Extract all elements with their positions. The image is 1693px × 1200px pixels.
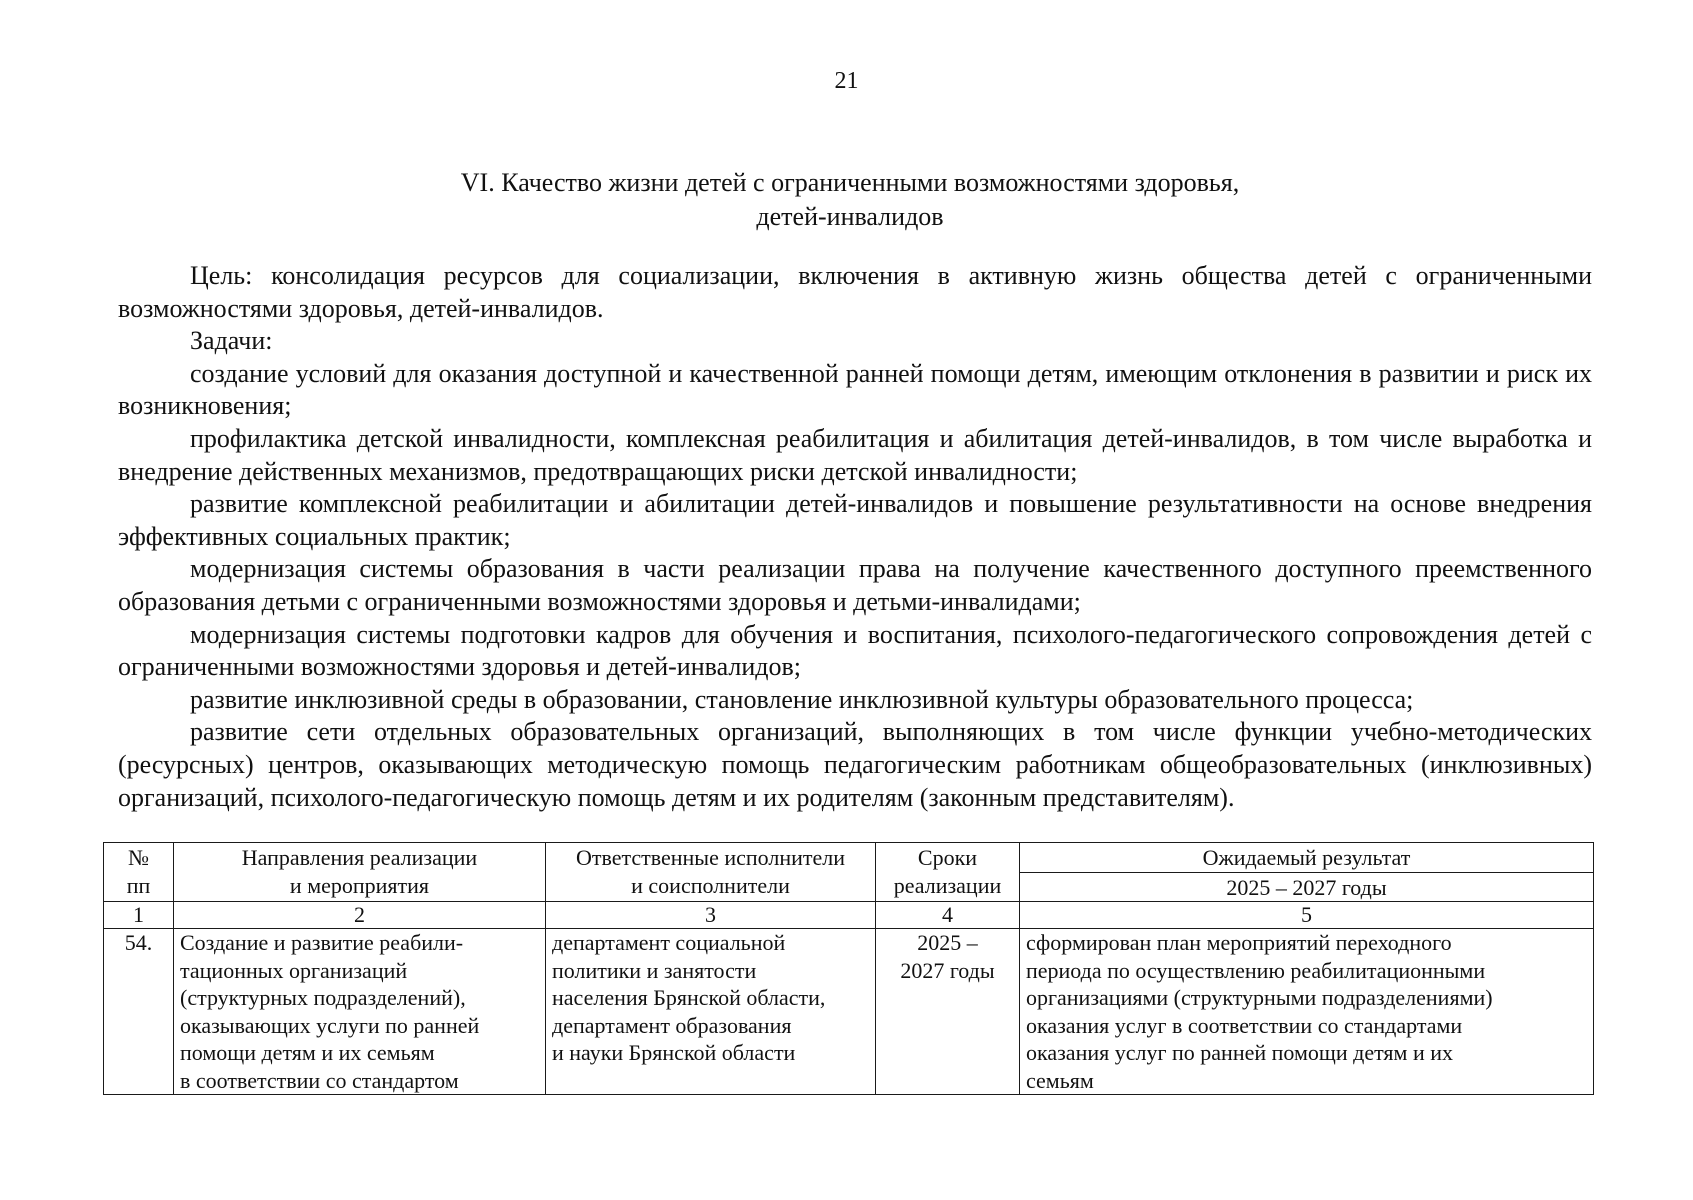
task-paragraph: создание условий для оказания доступной и качественной ранней помощи детям, имеющим отклонения в развитии и риск их возникновения; <box>118 358 1592 421</box>
row-direction: Создание и развитие реабили- тационных организаций (структурных подразделений), оказывающих услуги по ранней помощи детям и их семьям в соответствии со стандартом <box>174 929 546 1095</box>
row-num: 54. <box>104 929 174 1095</box>
body-text <box>118 260 1592 814</box>
header-result-period: 2025 – 2027 годы <box>1020 872 1594 902</box>
task-paragraph: развитие сети отдельных образовательных организаций, выполняющих в том числе функции учебно-методических (ресурсных) центров, оказывающих методическую помощь педагогическим работникам общеобразовательных (инклюзивных) организаций, психолого-педагогическую помощь детям и их родителям (законным представителям). <box>118 717 1592 812</box>
section-title-line: детей-инвалидов <box>756 202 944 231</box>
plan-table <box>103 842 1594 1095</box>
table-header-row <box>104 843 1594 873</box>
column-number: 5 <box>1020 902 1594 929</box>
page-number: 21 <box>834 68 859 94</box>
header-responsible: Ответственные исполнители и соисполнители <box>546 843 876 902</box>
row-responsible: департамент социальной политики и занятости населения Брянской области, департамент образования и науки Брянской области <box>546 929 876 1095</box>
column-number: 3 <box>546 902 876 929</box>
table-row <box>104 929 1594 1095</box>
task-paragraph: развитие инклюзивной среды в образовании, становление инклюзивной культуры образовательного процесса; <box>190 684 1414 714</box>
row-result: сформирован план мероприятий переходного периода по осуществлению реабилитационными организациями (структурными подразделениями) оказания услуг в соответствии со стандартами оказания услуг по ранней помощи детям и их семьям <box>1020 929 1594 1095</box>
tasks-heading: Задачи: <box>190 326 273 356</box>
section-title-line: VI. Качество жизни детей с ограниченными возможностями здоровья, <box>460 168 1240 197</box>
column-number: 2 <box>174 902 546 929</box>
header-result: Ожидаемый результат <box>1020 843 1594 873</box>
header-num: № пп <box>104 843 174 902</box>
column-number: 4 <box>876 902 1020 929</box>
column-number: 1 <box>104 902 174 929</box>
task-paragraph: профилактика детской инвалидности, комплексная реабилитация и абилитация детей-инвалидов, в том числе выработка и внедрение действенных механизмов, предотвращающих риски детской инвалидности; <box>118 423 1592 486</box>
header-terms: Сроки реализации <box>876 843 1020 902</box>
column-number-row <box>104 902 1594 929</box>
task-paragraph: модернизация системы подготовки кадров для обучения и воспитания, психолого-педагогического сопровождения детей с ограниченными возможностями здоровья и детей-инвалидов; <box>118 619 1592 682</box>
header-directions: Направления реализации и мероприятия <box>174 843 546 902</box>
task-paragraph: модернизация системы образования в части реализации права на получение качественного доступного преемственного образования детьми с ограниченными возможностями здоровья и детьми-инвалидами; <box>118 554 1592 616</box>
section-title <box>120 166 1580 234</box>
goal-paragraph: Цель: консолидация ресурсов для социализации, включения в активную жизнь общества детей с ограниченными возможностями здоровья, детей-инвалидов. <box>118 261 1592 323</box>
task-paragraph: развитие комплексной реабилитации и абилитации детей-инвалидов и повышение результативности на основе внедрения эффективных социальных практик; <box>118 489 1592 551</box>
row-terms: 2025 – 2027 годы <box>876 929 1020 1095</box>
